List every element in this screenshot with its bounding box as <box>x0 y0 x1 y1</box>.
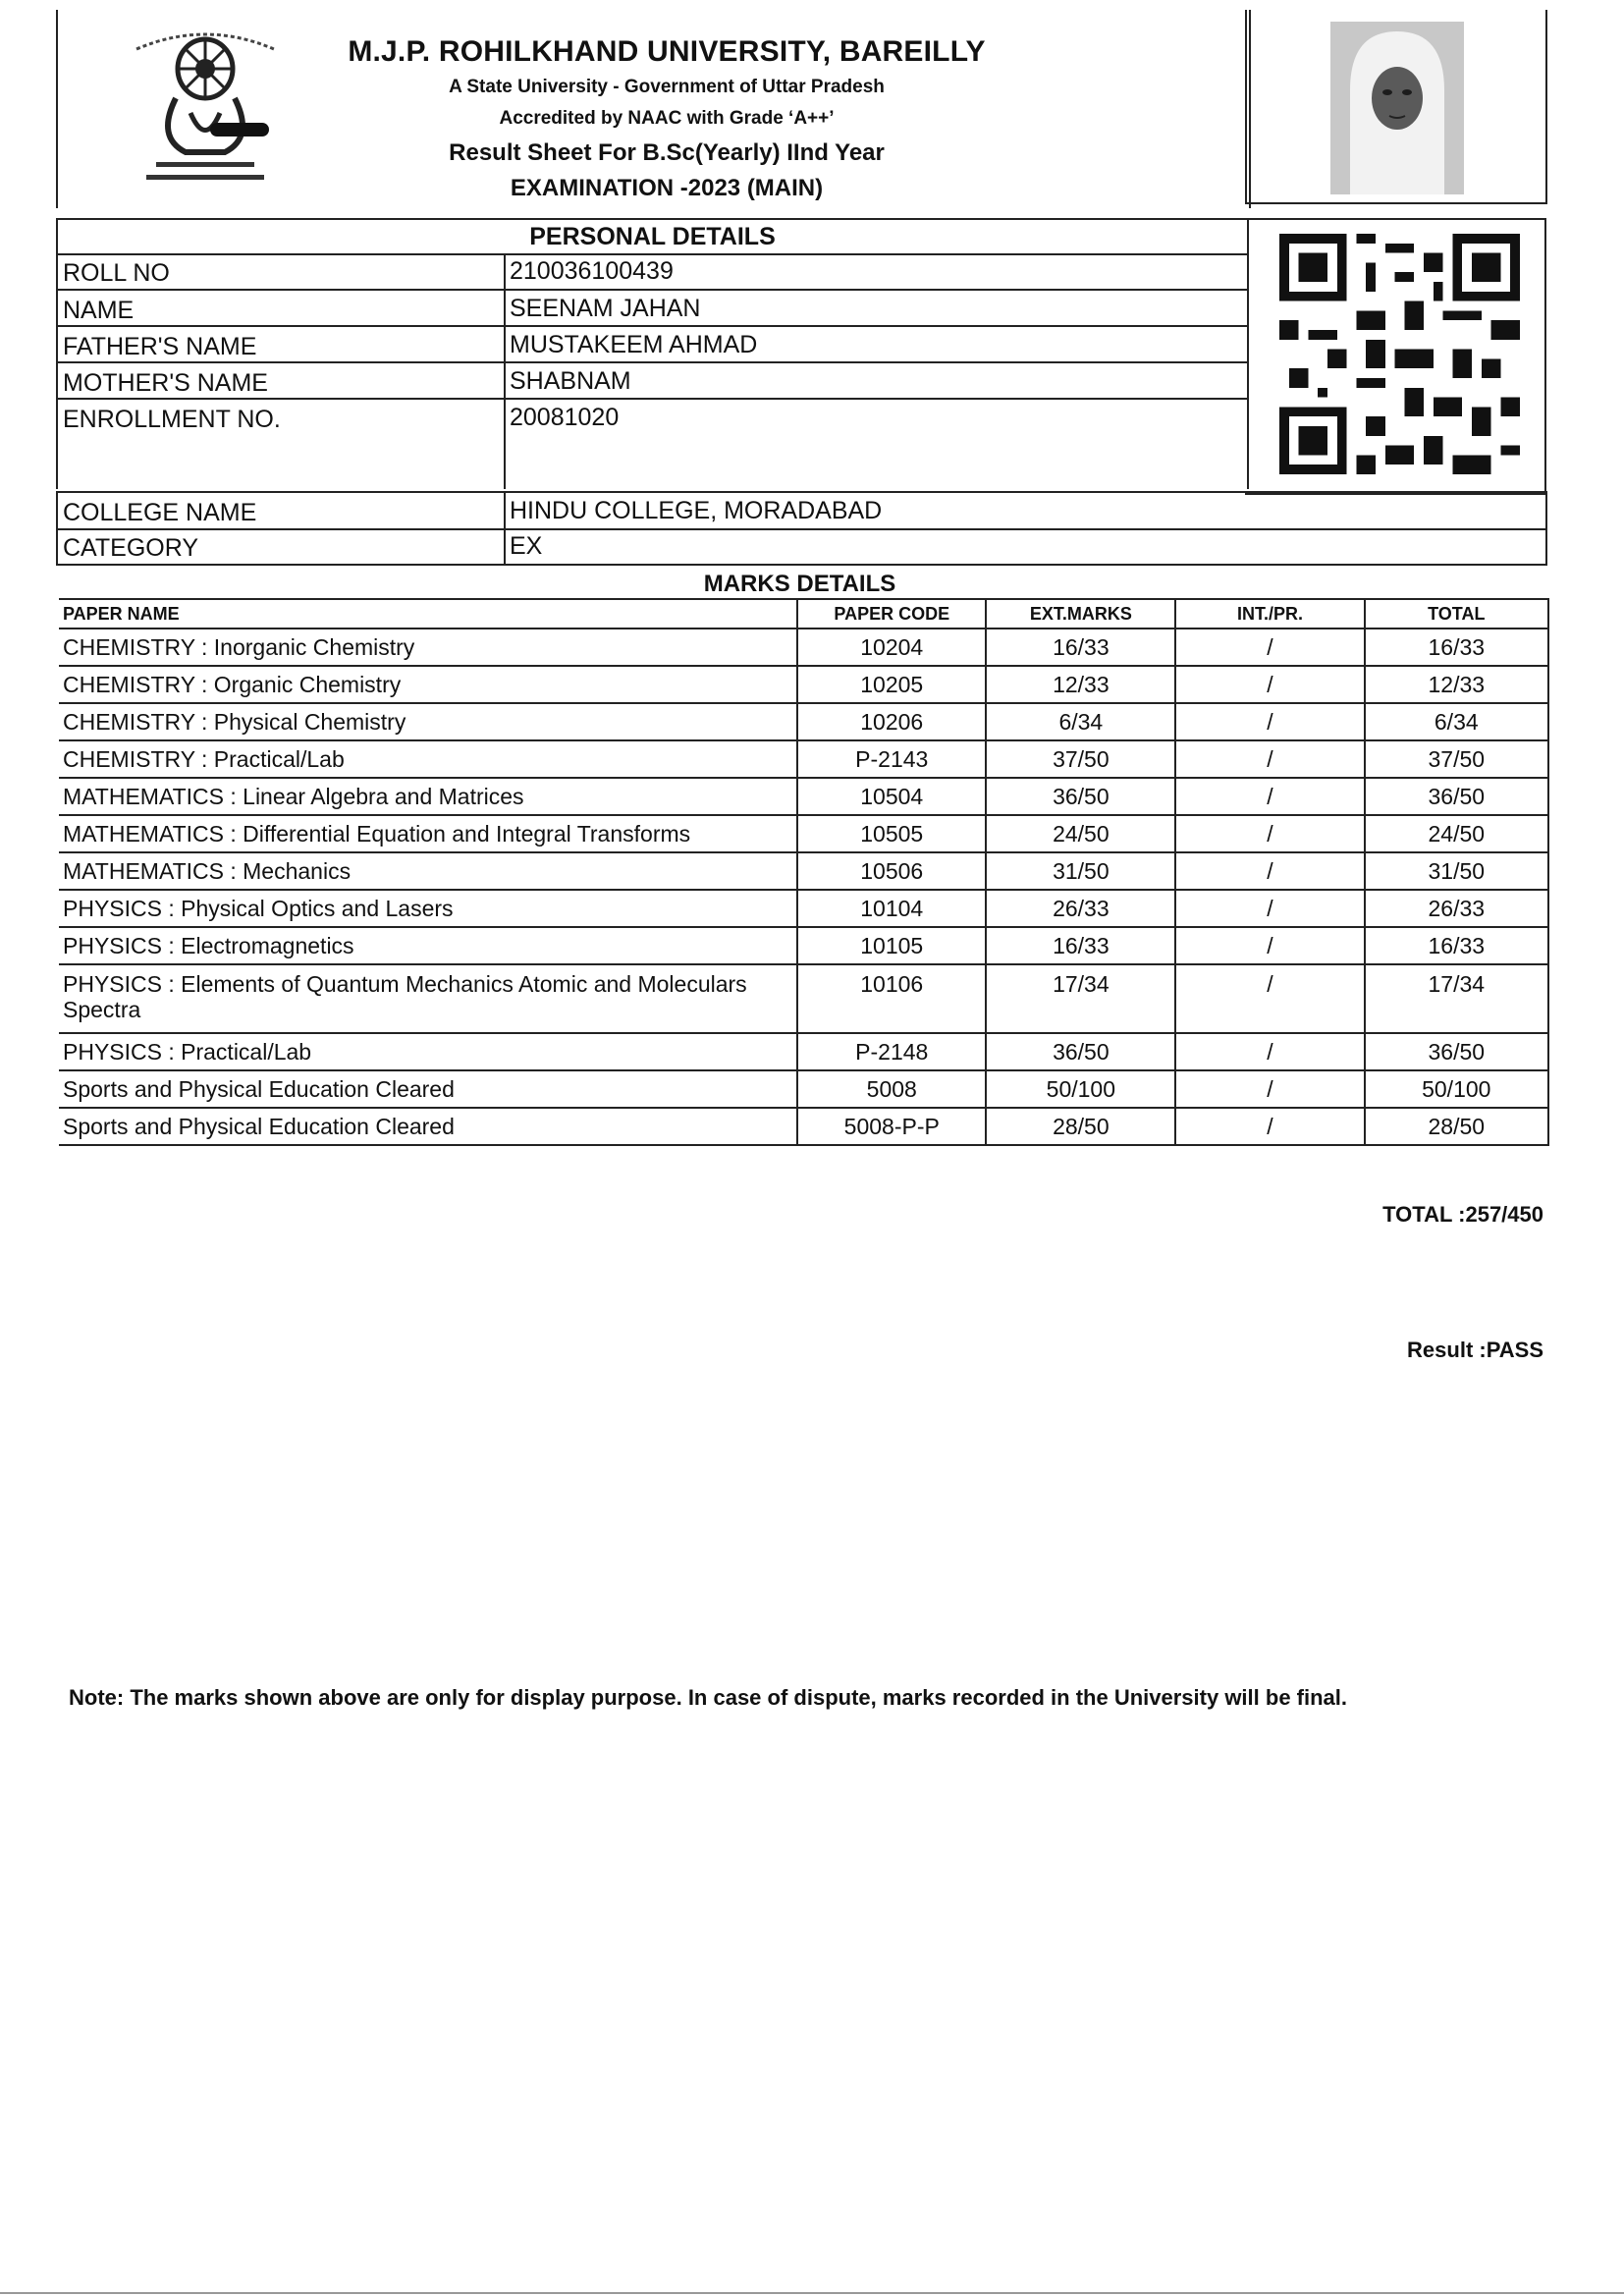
total-cell: 12/33 <box>1365 666 1548 703</box>
table-row <box>59 964 1548 1033</box>
total-cell: 37/50 <box>1365 740 1548 778</box>
total-cell: 36/50 <box>1365 1033 1548 1070</box>
paper-code-cell: 5008-P-P <box>797 1108 986 1145</box>
paper-name-cell: CHEMISTRY : Inorganic Chemistry <box>59 629 797 666</box>
roll-value: 210036100439 <box>510 257 674 285</box>
int-pr-cell: / <box>1175 778 1364 815</box>
category-row <box>56 528 1547 566</box>
int-pr-cell: / <box>1175 852 1364 890</box>
ext-marks-cell: 50/100 <box>986 1070 1175 1108</box>
header <box>56 10 1251 208</box>
university-status: A State University - Government of Uttar Pradesh <box>449 77 885 97</box>
table-row <box>59 740 1548 778</box>
total-cell: 16/33 <box>1365 927 1548 964</box>
paper-name-cell: CHEMISTRY : Physical Chemistry <box>59 703 797 740</box>
university-name: M.J.P. ROHILKHAND UNIVERSITY, BAREILLY <box>348 35 986 68</box>
paper-name-cell: PHYSICS : Physical Optics and Lasers <box>59 890 797 927</box>
col-ext-marks: EXT.MARKS <box>986 599 1175 629</box>
paper-code-cell: 10505 <box>797 815 986 852</box>
total-cell: 24/50 <box>1365 815 1548 852</box>
ext-marks-cell: 28/50 <box>986 1108 1175 1145</box>
col-total: TOTAL <box>1365 599 1548 629</box>
ext-marks-cell: 6/34 <box>986 703 1175 740</box>
int-pr-cell: / <box>1175 964 1364 1033</box>
ext-marks-cell: 16/33 <box>986 927 1175 964</box>
col-int-pr: INT./PR. <box>1175 599 1364 629</box>
int-pr-cell: / <box>1175 815 1364 852</box>
marks-header-row <box>59 599 1548 629</box>
int-pr-cell: / <box>1175 740 1364 778</box>
table-row <box>59 629 1548 666</box>
result-title: Result Sheet For B.Sc(Yearly) IInd Year <box>449 139 885 166</box>
marks-table <box>59 598 1549 1146</box>
paper-code-cell: 10106 <box>797 964 986 1033</box>
exam-title: EXAMINATION -2023 (MAIN) <box>510 175 824 201</box>
roll-row <box>56 253 1249 291</box>
category-value: EX <box>510 532 543 560</box>
paper-name-cell: MATHEMATICS : Linear Algebra and Matrices <box>59 778 797 815</box>
paper-code-cell: 5008 <box>797 1070 986 1108</box>
table-row <box>59 1070 1548 1108</box>
int-pr-cell: / <box>1175 703 1364 740</box>
ext-marks-cell: 24/50 <box>986 815 1175 852</box>
qr-code-icon <box>1279 234 1520 474</box>
int-pr-cell: / <box>1175 1033 1364 1070</box>
paper-name-cell: Sports and Physical Education Cleared <box>59 1070 797 1108</box>
ext-marks-cell: 26/33 <box>986 890 1175 927</box>
table-row <box>59 703 1548 740</box>
paper-name-cell: MATHEMATICS : Mechanics <box>59 852 797 890</box>
university-emblem-icon <box>117 29 294 196</box>
marks-body <box>59 629 1548 1145</box>
total-cell: 16/33 <box>1365 629 1548 666</box>
total-cell: 6/34 <box>1365 703 1548 740</box>
name-value: SEENAM JAHAN <box>510 295 701 322</box>
divider <box>504 363 506 398</box>
college-row <box>56 491 1547 530</box>
paper-code-cell: 10204 <box>797 629 986 666</box>
enrollment-row <box>56 400 1249 489</box>
father-row <box>56 327 1249 363</box>
col-paper-name: PAPER NAME <box>59 599 797 629</box>
category-label: CATEGORY <box>63 534 198 562</box>
paper-name-cell: PHYSICS : Practical/Lab <box>59 1033 797 1070</box>
paper-code-cell: 10504 <box>797 778 986 815</box>
divider <box>504 528 506 564</box>
paper-code-cell: 10205 <box>797 666 986 703</box>
divider <box>504 493 506 528</box>
marks-details-heading: MARKS DETAILS <box>703 571 896 597</box>
disclaimer-note: Note: The marks shown above are only for display purpose. In case of dispute, marks recorded in the University will be final. <box>69 1685 1348 1710</box>
qr-box <box>1245 218 1546 495</box>
total-cell: 36/50 <box>1365 778 1548 815</box>
ext-marks-cell: 36/50 <box>986 1033 1175 1070</box>
paper-code-cell: 10104 <box>797 890 986 927</box>
col-paper-code: PAPER CODE <box>797 599 986 629</box>
student-photo-icon <box>1330 22 1464 194</box>
enrollment-value: 20081020 <box>510 404 620 431</box>
paper-code-cell: P-2143 <box>797 740 986 778</box>
paper-name-cell: PHYSICS : Electromagnetics <box>59 927 797 964</box>
ext-marks-cell: 17/34 <box>986 964 1175 1033</box>
personal-details <box>56 218 1546 570</box>
mother-value: SHABNAM <box>510 367 631 395</box>
ext-marks-cell: 36/50 <box>986 778 1175 815</box>
grand-total: TOTAL :257/450 <box>1382 1202 1543 1227</box>
paper-name-cell: CHEMISTRY : Organic Chemistry <box>59 666 797 703</box>
total-cell: 50/100 <box>1365 1070 1548 1108</box>
table-row <box>59 1033 1548 1070</box>
paper-name-cell: MATHEMATICS : Differential Equation and Integral Transforms <box>59 815 797 852</box>
name-label: NAME <box>63 297 135 324</box>
page-edge <box>0 2292 1624 2294</box>
name-row <box>56 291 1249 327</box>
college-label: COLLEGE NAME <box>63 499 257 526</box>
int-pr-cell: / <box>1175 1070 1364 1108</box>
int-pr-cell: / <box>1175 629 1364 666</box>
int-pr-cell: / <box>1175 666 1364 703</box>
ext-marks-cell: 37/50 <box>986 740 1175 778</box>
ext-marks-cell: 12/33 <box>986 666 1175 703</box>
table-row <box>59 778 1548 815</box>
mother-row <box>56 363 1249 400</box>
ext-marks-cell: 31/50 <box>986 852 1175 890</box>
paper-name-cell: PHYSICS : Elements of Quantum Mechanics Atomic and Moleculars Spectra <box>59 964 797 1033</box>
total-cell: 28/50 <box>1365 1108 1548 1145</box>
table-row <box>59 852 1548 890</box>
photo-box <box>1245 10 1547 204</box>
int-pr-cell: / <box>1175 1108 1364 1145</box>
ext-marks-cell: 16/33 <box>986 629 1175 666</box>
paper-code-cell: 10206 <box>797 703 986 740</box>
total-cell: 17/34 <box>1365 964 1548 1033</box>
father-value: MUSTAKEEM AHMAD <box>510 331 758 358</box>
divider <box>504 327 506 361</box>
accreditation: Accredited by NAAC with Grade ‘A++’ <box>499 108 835 129</box>
roll-label: ROLL NO <box>63 259 170 287</box>
table-row <box>59 666 1548 703</box>
title-block <box>343 35 991 202</box>
total-cell: 31/50 <box>1365 852 1548 890</box>
paper-name-cell: Sports and Physical Education Cleared <box>59 1108 797 1145</box>
divider <box>504 253 506 289</box>
divider <box>504 400 506 489</box>
paper-code-cell: P-2148 <box>797 1033 986 1070</box>
table-row <box>59 1108 1548 1145</box>
divider <box>504 291 506 325</box>
result-status: Result :PASS <box>1407 1338 1543 1362</box>
int-pr-cell: / <box>1175 927 1364 964</box>
father-label: FATHER'S NAME <box>63 333 257 360</box>
table-row <box>59 815 1548 852</box>
college-value: HINDU COLLEGE, MORADABAD <box>510 497 883 524</box>
enrollment-label: ENROLLMENT NO. <box>63 406 281 433</box>
paper-code-cell: 10506 <box>797 852 986 890</box>
table-row <box>59 890 1548 927</box>
table-row <box>59 927 1548 964</box>
paper-code-cell: 10105 <box>797 927 986 964</box>
int-pr-cell: / <box>1175 890 1364 927</box>
total-cell: 26/33 <box>1365 890 1548 927</box>
paper-name-cell: CHEMISTRY : Practical/Lab <box>59 740 797 778</box>
personal-details-heading: PERSONAL DETAILS <box>56 218 1249 255</box>
mother-label: MOTHER'S NAME <box>63 369 268 397</box>
